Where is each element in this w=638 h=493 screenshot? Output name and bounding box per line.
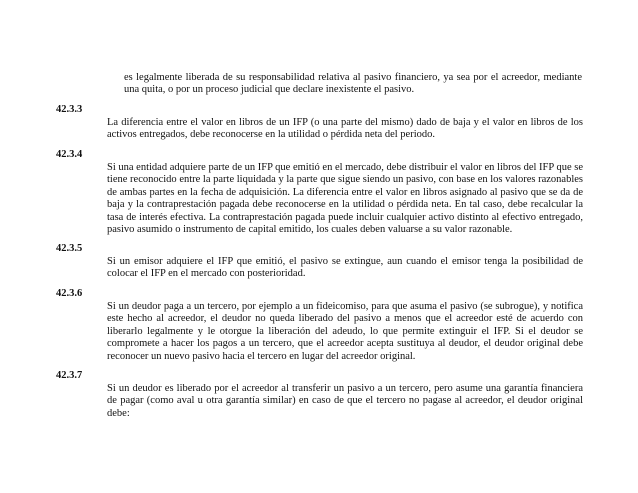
section-paragraph-42-3-7: Si un deudor es liberado por el acreedor al transferir un pasivo a un tercero, pero asume una garantía financiera de pagar (como aval u otra garantía similar) en caso de que el tercero no pagase al acreedor, el deudor original debe: [107, 383, 583, 419]
section-number-42-3-3: 42.3.3 [56, 104, 83, 115]
section-paragraph-42-3-6: Si un deudor paga a un tercero, por ejemplo a un fideicomiso, para que asuma el pasivo (se subrogue), y notifica este hecho al acreedor, el deudor no queda liberado del pasivo a menos que el acreedor esté de acuerdo con liberarlo legalmente y le otorgue la liberación del adeudo, lo que permite extinguir el IFP. Si el deudor se compromete a hacer los pagos a un tercero, que el acreedor acepta sustituya al deudor, el deudor original debe reconocer un nuevo pasivo hacia el tercero en lugar del acreedor original. [107, 301, 583, 362]
section-paragraph-42-3-3: La diferencia entre el valor en libros de un IFP (o una parte del mismo) dado de baja y el valor en libros de los activos entregados, debe reconocerse en la utilidad o pérdida neta del periodo. [107, 117, 583, 141]
section-number-42-3-6: 42.3.6 [56, 288, 83, 299]
section-number-42-3-4: 42.3.4 [56, 149, 83, 160]
intro-paragraph: es legalmente liberada de su responsabilidad relativa al pasivo financiero, ya sea por el acreedor, mediante una quita, o por un proceso judicial que declare inexistente el pasivo. [124, 72, 582, 96]
section-number-42-3-7: 42.3.7 [56, 370, 83, 381]
section-paragraph-42-3-4: Si una entidad adquiere parte de un IFP que emitió en el mercado, debe distribuir el valor en libros del IFP que se tiene reconocido entre la parte liquidada y la parte que sigue siendo un pasivo, con base en los valores razonables de ambas partes en la fecha de adquisición. La diferencia entre el valor en libros asignado al pasivo que se da de baja y la contraprestación pagada debe reconocerse en la utilidad o pérdida neta. En tal caso, debe recalcular la tasa de interés efectiva. La contraprestación pagada puede incluir cualquier activo distinto al efectivo entregado, pasivo asumido o instrumento de capital emitido, los cuales deben valuarse a su valor razonable. [107, 162, 583, 236]
section-paragraph-42-3-5: Si un emisor adquiere el IFP que emitió, el pasivo se extingue, aun cuando el emisor tenga la posibilidad de colocar el IFP en el mercado con posterioridad. [107, 256, 583, 280]
section-number-42-3-5: 42.3.5 [56, 243, 83, 254]
